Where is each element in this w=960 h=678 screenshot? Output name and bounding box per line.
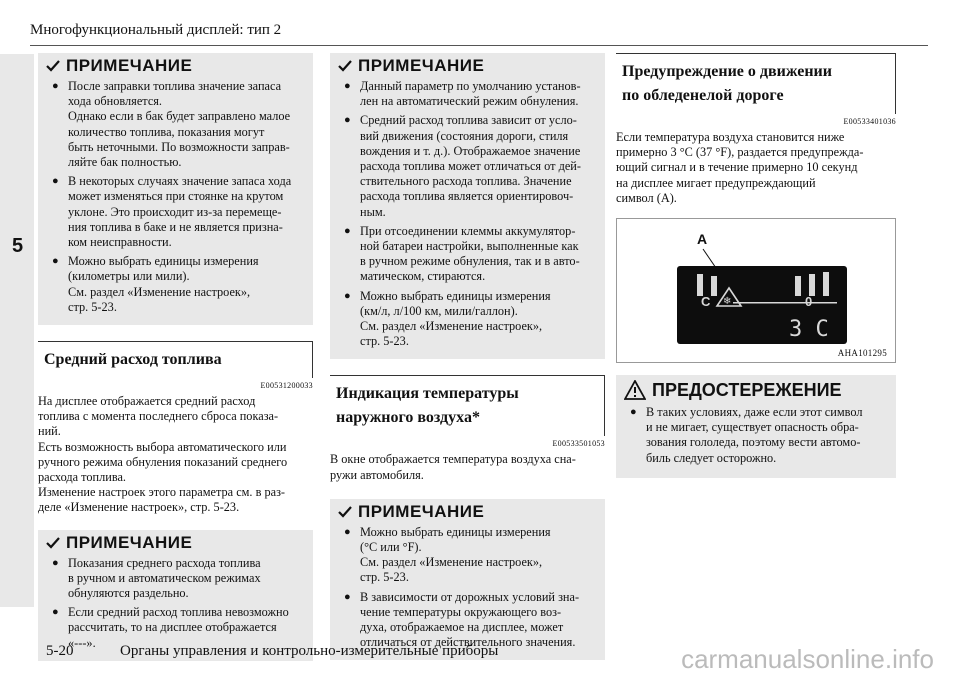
note-item: ● В некоторых случаях значение запаса хода может изменяться при стоянке на крутом уклоне. Это происходит из-за перемеще- ния топлива в баке и не является призна- ком неисправности. [48,174,307,250]
watermark: carmanualsonline.info [681,644,934,674]
gauge-zero-label: 0 [805,294,813,310]
chapter-number: 5 [12,235,24,257]
note-item: ● Можно выбрать единицы измерения (км/л, л/100 км, мили/галлон). См. раздел «Изменение настроек», стр. 5-23. [340,289,599,350]
note-title: ПРИМЕЧАНИЕ [66,532,193,552]
section-title: Предупреждение о движении по обледенелой дороге [622,63,832,104]
warning-box [616,375,896,478]
figure-code: AHA101295 [837,348,887,359]
warning-list [616,405,896,466]
chapter-side-tab [0,54,34,607]
note-item: ● При отсоединении клеммы аккумулятор- ной батареи настройки, выполненные как в ручном режиме обнуления, так и в авто- матическом, стираются. [340,224,599,285]
page-number: 5-20 [46,643,74,659]
section-title: Средний расход топлива [44,351,222,369]
column-3 [616,53,896,478]
note-item: ● Можно выбрать единицы измерения (километры или мили). См. раздел «Изменение настроек», стр. 5-23. [48,254,307,315]
note-item: ● В зависимости от дорожных условий зна- чение температуры окружающего воз- духа, отображаемое на дисплее, может отличаться от действительного значения. [340,590,599,651]
svg-text:❄: ❄ [723,296,732,308]
checkmark-icon [338,59,352,73]
section-heading [616,53,896,114]
note-title: ПРИМЕЧАНИЕ [358,501,485,521]
page-header-title: Многофункциональный дисплей: тип 2 [30,22,282,38]
warning-header [616,375,896,405]
note-title: ПРИМЕЧАНИЕ [66,56,193,75]
section-body: На дисплее отображается средний расход топлива с момента последнего сброса показа- ний. Есть возможность выбора автоматического или ручного режима обнуления показаний среднего расхода топлива. Изменение настроек этого параметра см. в раз- деле «Изменение настроек», стр. 5-23. [38,394,288,515]
section-body: Если температура воздуха становится ниже примерно 3 °C (37 °F), раздается предупрежда- ющий сигнал и в течение примерно 10 секунд на дисплее мигает предупреждающий символ (A). [616,130,864,205]
note-header [330,53,605,79]
instrument-lcd [677,266,847,344]
section-body: В окне отображается температура воздуха сна- ружи автомобиля. [330,452,576,482]
section-title: Индикация температуры наружного воздуха* [336,385,519,427]
ice-warning-icon [717,288,741,307]
note-list [330,79,605,349]
checkmark-icon [338,505,352,519]
warning-item: ● В таких условиях, даже если этот символ и не мигает, существует опасность обра- зования гололеда, поэтому вести автомо- биль следует осторожно. [626,405,890,466]
note-list [38,79,313,315]
column-2 [330,53,605,660]
column-1 [38,53,313,661]
note-box [38,530,313,661]
warning-triangle-icon [624,380,646,400]
section-code: E00531200033 [260,381,313,391]
note-item: ● После заправки топлива значение запаса хода обновляется. Однако если в бак будет заправлено малое количество топлива, показания могут быть неточными. По возможности заправ- ляйте бак полностью. [48,79,307,170]
note-header [330,499,605,525]
note-list [38,556,313,651]
warning-title: ПРЕДОСТЕРЕЖЕНИЕ [652,379,842,400]
note-title: ПРИМЕЧАНИЕ [358,56,485,75]
lcd-temperature: 3 C [789,317,829,343]
figure-callout-label: A [697,231,708,248]
note-item: ● Показания среднего расхода топлива в ручном и автоматическом режимах обнуляются раздельно. [48,556,307,602]
section-code: E00533501053 [552,439,605,449]
note-item: ● Можно выбрать единицы измерения (°C или °F). См. раздел «Изменение настроек», стр. 5-23. [340,525,599,586]
note-header [38,53,313,79]
footer-title: Органы управления и контрольно-измерительные приборы [120,643,499,659]
checkmark-icon [46,59,60,73]
note-item: ● Средний расход топлива зависит от усло- вий движения (состояния дороги, стиля вождения и т. д.). Отображаемое значение расхода топлива может отличаться от дей- ствительного расхода топлива. Значение расхода топлива является ориентировоч- ным. [340,113,599,219]
section-heading [330,375,605,436]
note-box [38,53,313,325]
header-rule [30,45,928,46]
note-list [330,525,605,651]
section-heading [38,341,313,378]
checkmark-icon [46,536,60,550]
note-header [38,530,313,556]
note-item: ● Если средний расход топлива невозможно рассчитать, то на дисплее отображается «---». [48,605,307,651]
display-illustration [616,218,896,363]
gauge-c-label: C [701,294,711,310]
note-box [330,53,605,359]
section-code: E00533401036 [843,117,896,126]
lcd-graphics [677,266,847,344]
note-item: ● Данный параметр по умолчанию установ- лен на автоматический режим обнуления. [340,79,599,109]
note-box [330,499,605,661]
